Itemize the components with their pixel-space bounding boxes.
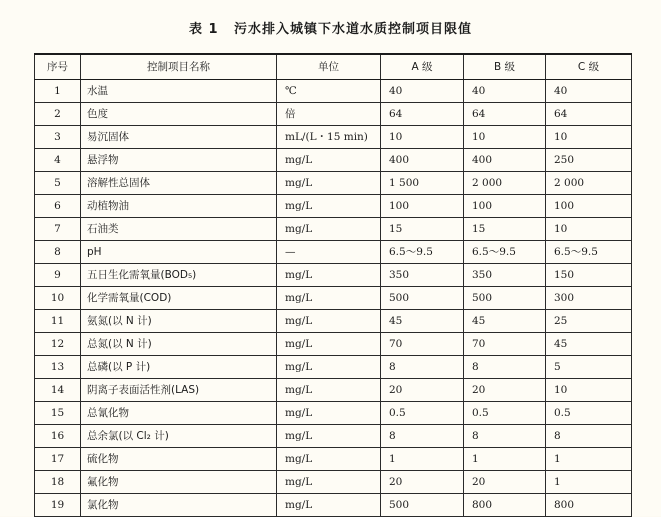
row-grade-a: 70 (381, 333, 464, 356)
row-index: 6 (35, 195, 81, 218)
row-grade-a: 64 (381, 103, 464, 126)
row-grade-c: 40 (546, 80, 632, 103)
table-row (35, 126, 632, 149)
row-item-name: 总氮(以 N 计) (81, 333, 277, 356)
row-unit: mg/L (277, 195, 381, 218)
row-grade-c: 45 (546, 333, 632, 356)
row-index: 3 (35, 126, 81, 149)
row-item-name: 化学需氧量(COD) (81, 287, 277, 310)
row-item-name: 五日生化需氧量(BOD₅) (81, 264, 277, 287)
table-title (0, 18, 661, 37)
row-index: 19 (35, 494, 81, 517)
row-index: 8 (35, 241, 81, 264)
table-row (35, 195, 632, 218)
table-row (35, 218, 632, 241)
header-grade-c: C 级 (546, 54, 632, 80)
row-unit: mg/L (277, 287, 381, 310)
row-index: 18 (35, 471, 81, 494)
row-grade-b: 10 (464, 126, 546, 149)
row-unit: mg/L (277, 356, 381, 379)
row-unit: mg/L (277, 218, 381, 241)
row-unit: mg/L (277, 264, 381, 287)
row-grade-b: 64 (464, 103, 546, 126)
row-item-name: 悬浮物 (81, 149, 277, 172)
row-unit: mg/L (277, 149, 381, 172)
row-index: 15 (35, 402, 81, 425)
row-grade-b: 1 (464, 448, 546, 471)
row-grade-c: 1 (546, 471, 632, 494)
row-grade-a: 10 (381, 126, 464, 149)
table-row (35, 103, 632, 126)
row-grade-c: 150 (546, 264, 632, 287)
table-row (35, 264, 632, 287)
row-item-name: 动植物油 (81, 195, 277, 218)
table-row (35, 172, 632, 195)
row-grade-a: 0.5 (381, 402, 464, 425)
table-header-row (35, 54, 632, 80)
row-item-name: 总氰化物 (81, 402, 277, 425)
header-unit: 单位 (277, 54, 381, 80)
row-index: 2 (35, 103, 81, 126)
row-grade-a: 8 (381, 356, 464, 379)
row-unit: — (277, 241, 381, 264)
row-grade-a: 1 500 (381, 172, 464, 195)
table-row (35, 402, 632, 425)
row-grade-b: 8 (464, 356, 546, 379)
table-title-text: 污水排入城镇下水道水质控制项目限值 (234, 22, 473, 37)
row-grade-b: 20 (464, 379, 546, 402)
table-row (35, 448, 632, 471)
table-row (35, 287, 632, 310)
row-unit: 倍 (277, 103, 381, 126)
row-grade-b: 8 (464, 425, 546, 448)
header-index: 序号 (35, 54, 81, 80)
row-index: 4 (35, 149, 81, 172)
row-grade-c: 300 (546, 287, 632, 310)
row-unit: mg/L (277, 310, 381, 333)
row-grade-c: 800 (546, 494, 632, 517)
row-index: 17 (35, 448, 81, 471)
row-index: 7 (35, 218, 81, 241)
row-unit: mL/(L・15 min) (277, 126, 381, 149)
row-grade-a: 15 (381, 218, 464, 241)
row-grade-a: 1 (381, 448, 464, 471)
header-grade-b: B 级 (464, 54, 546, 80)
table-body (35, 80, 632, 517)
row-grade-a: 8 (381, 425, 464, 448)
row-grade-a: 350 (381, 264, 464, 287)
row-item-name: 总余氯(以 Cl₂ 计) (81, 425, 277, 448)
row-index: 1 (35, 80, 81, 103)
row-grade-b: 2 000 (464, 172, 546, 195)
table-row (35, 241, 632, 264)
table-row (35, 80, 632, 103)
row-unit: mg/L (277, 425, 381, 448)
table-row (35, 356, 632, 379)
row-grade-a: 400 (381, 149, 464, 172)
row-item-name: 水温 (81, 80, 277, 103)
row-index: 11 (35, 310, 81, 333)
row-item-name: pH (81, 241, 277, 264)
row-item-name: 溶解性总固体 (81, 172, 277, 195)
row-index: 10 (35, 287, 81, 310)
row-grade-b: 6.5～9.5 (464, 241, 546, 264)
table-number: 表 1 (188, 22, 219, 37)
row-grade-b: 350 (464, 264, 546, 287)
row-index: 12 (35, 333, 81, 356)
row-grade-b: 40 (464, 80, 546, 103)
row-item-name: 硫化物 (81, 448, 277, 471)
row-grade-c: 5 (546, 356, 632, 379)
table-row (35, 379, 632, 402)
row-grade-b: 20 (464, 471, 546, 494)
table-row (35, 149, 632, 172)
row-grade-a: 100 (381, 195, 464, 218)
row-item-name: 总磷(以 P 计) (81, 356, 277, 379)
row-grade-a: 40 (381, 80, 464, 103)
limits-table (34, 53, 632, 517)
row-grade-b: 800 (464, 494, 546, 517)
row-grade-b: 15 (464, 218, 546, 241)
row-unit: ℃ (277, 80, 381, 103)
header-grade-a: A 级 (381, 54, 464, 80)
row-item-name: 易沉固体 (81, 126, 277, 149)
row-item-name: 氨氮(以 N 计) (81, 310, 277, 333)
table-row (35, 425, 632, 448)
table-row (35, 494, 632, 517)
row-grade-a: 45 (381, 310, 464, 333)
row-grade-b: 500 (464, 287, 546, 310)
row-unit: mg/L (277, 402, 381, 425)
row-item-name: 色度 (81, 103, 277, 126)
row-unit: mg/L (277, 379, 381, 402)
table-row (35, 471, 632, 494)
row-grade-b: 0.5 (464, 402, 546, 425)
row-grade-c: 8 (546, 425, 632, 448)
row-grade-b: 70 (464, 333, 546, 356)
row-unit: mg/L (277, 494, 381, 517)
row-index: 16 (35, 425, 81, 448)
row-item-name: 石油类 (81, 218, 277, 241)
row-grade-a: 500 (381, 494, 464, 517)
row-grade-c: 10 (546, 379, 632, 402)
row-unit: mg/L (277, 172, 381, 195)
row-item-name: 阴离子表面活性剂(LAS) (81, 379, 277, 402)
row-unit: mg/L (277, 471, 381, 494)
table-row (35, 333, 632, 356)
header-item-name: 控制项目名称 (81, 54, 277, 80)
row-grade-c: 6.5～9.5 (546, 241, 632, 264)
row-grade-c: 10 (546, 126, 632, 149)
row-unit: mg/L (277, 448, 381, 471)
table-row (35, 310, 632, 333)
row-item-name: 氟化物 (81, 471, 277, 494)
row-item-name: 氯化物 (81, 494, 277, 517)
row-grade-a: 20 (381, 471, 464, 494)
row-index: 5 (35, 172, 81, 195)
row-grade-a: 6.5～9.5 (381, 241, 464, 264)
row-grade-c: 64 (546, 103, 632, 126)
row-grade-a: 20 (381, 379, 464, 402)
row-index: 9 (35, 264, 81, 287)
row-grade-b: 100 (464, 195, 546, 218)
row-grade-c: 10 (546, 218, 632, 241)
row-grade-c: 100 (546, 195, 632, 218)
row-grade-b: 45 (464, 310, 546, 333)
row-unit: mg/L (277, 333, 381, 356)
row-index: 13 (35, 356, 81, 379)
row-grade-c: 2 000 (546, 172, 632, 195)
row-grade-c: 0.5 (546, 402, 632, 425)
row-grade-c: 25 (546, 310, 632, 333)
row-grade-c: 250 (546, 149, 632, 172)
row-grade-b: 400 (464, 149, 546, 172)
row-grade-a: 500 (381, 287, 464, 310)
row-index: 14 (35, 379, 81, 402)
row-grade-c: 1 (546, 448, 632, 471)
